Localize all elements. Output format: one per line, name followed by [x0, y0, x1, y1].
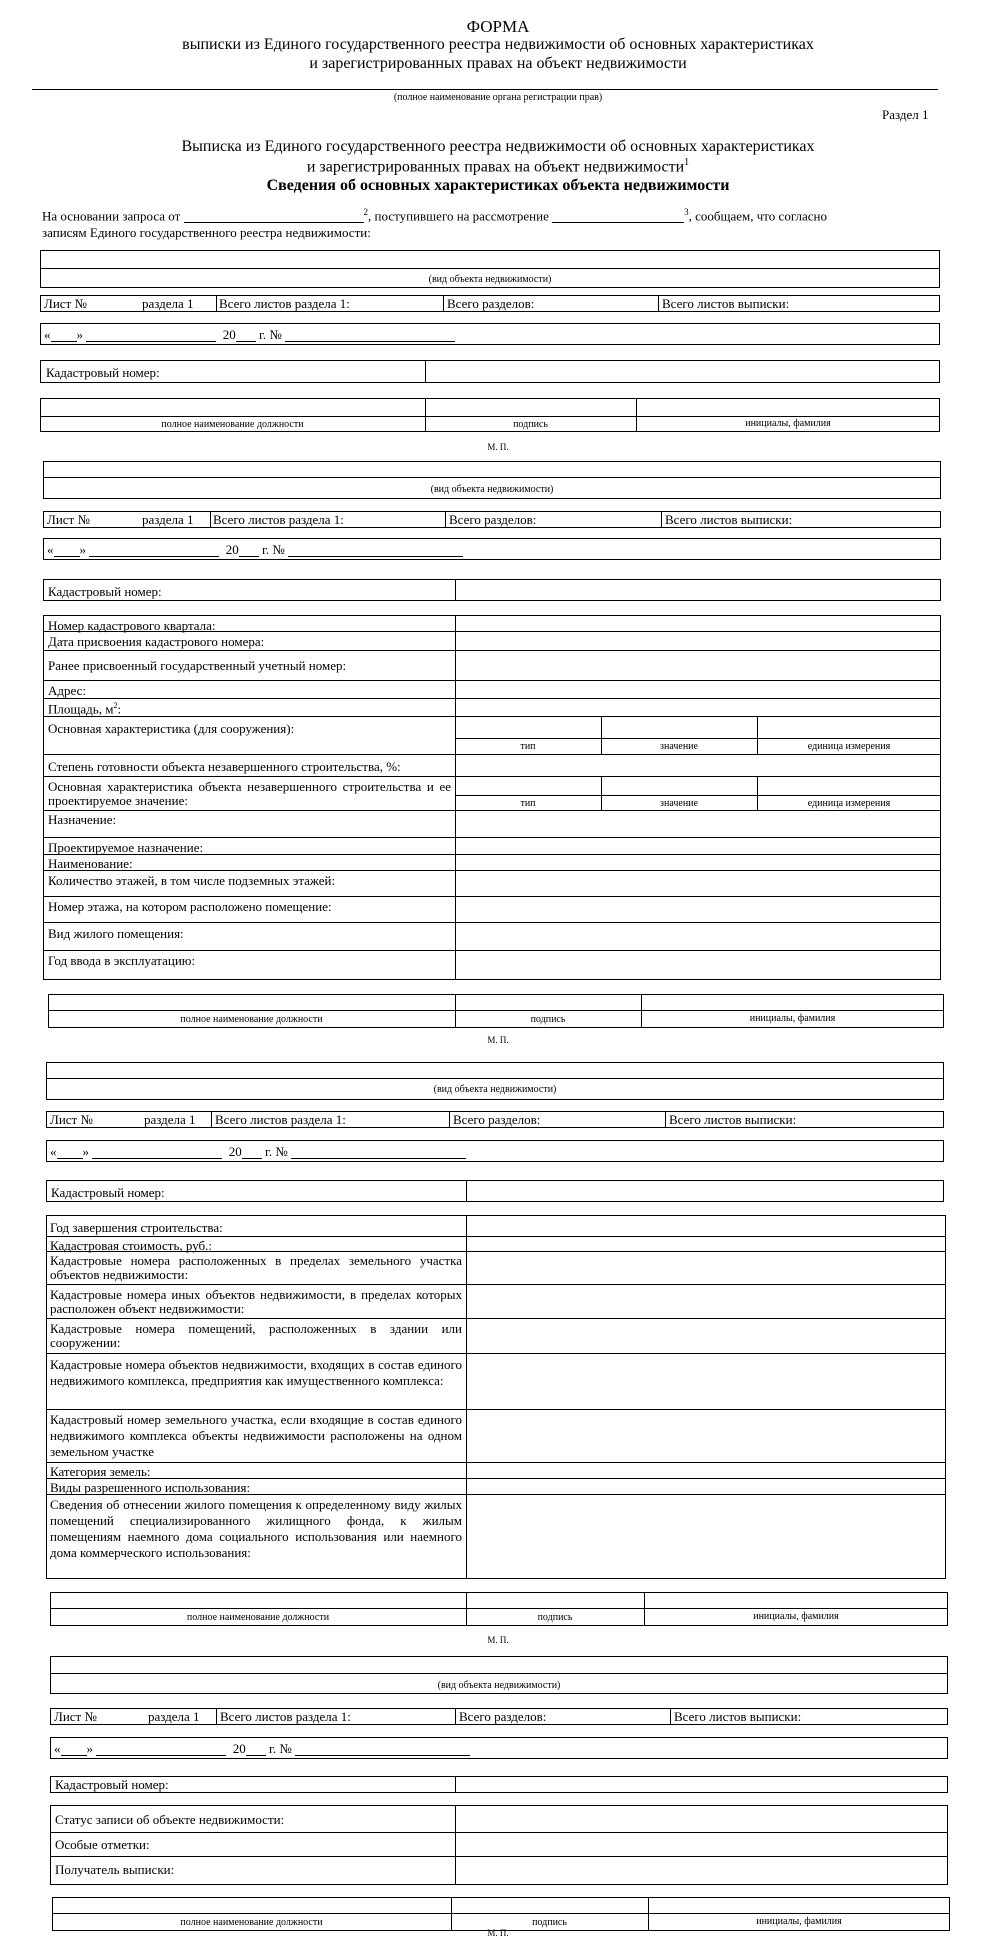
- stamp-label: М. П.: [487, 442, 509, 452]
- row-label: Кадастровый номер земельного участка, если входящие в состав единого недвижимого комплекса объекты недвижимости расположены на одном земельном участке: [50, 1412, 462, 1459]
- row-label: Кадастровая стоимость, руб.:: [50, 1238, 213, 1253]
- form-title: ФОРМА: [466, 17, 530, 36]
- row-label: Проектируемое назначение:: [48, 840, 204, 855]
- row-label: Кадастровые номера иных объектов недвижимости, в пределах которых расположен объект недвижимости:: [50, 1287, 462, 1316]
- row-label: Основная характеристика объекта незавершенного строительства и ее проектируемое значение:: [48, 779, 451, 808]
- total-sections-label: Всего разделов:: [459, 1709, 547, 1724]
- cadastral-label: Кадастровый номер:: [46, 365, 160, 380]
- unit-col-caption: единица измерения: [807, 741, 891, 752]
- initials-caption: инициалы, фамилия: [745, 418, 831, 429]
- section-1-label: раздела 1: [142, 296, 194, 311]
- basis-text: На основании запроса от $^2$, поступившего на рассмотрение $^3$, сообщаем, что согласно: [42, 207, 827, 224]
- cadastral-row: [40, 360, 940, 383]
- stamp-label: М. П.: [487, 1635, 509, 1645]
- total-sheets-extract-label: Всего листов выписки:: [674, 1709, 802, 1724]
- date-field[interactable]: « » 20 г. №: [44, 328, 455, 342]
- row-label: Категория земель:: [50, 1464, 151, 1479]
- total-sections-label: Всего разделов:: [453, 1112, 541, 1127]
- value-col-caption: значение: [660, 741, 698, 752]
- row-label-area: Площадь, $м^2$:: [48, 701, 122, 717]
- extract-heading: Сведения об основных характеристиках объекта недвижимости: [266, 177, 730, 194]
- cadastral-row: [46, 1180, 944, 1202]
- total-sheets-extract-label: Всего листов выписки:: [662, 296, 790, 311]
- row-label: Ранее присвоенный государственный учетный номер:: [48, 658, 347, 673]
- row-label: Год ввода в эксплуатацию:: [48, 953, 196, 968]
- object-type-caption: (вид объекта недвижимости): [430, 484, 554, 495]
- row-label: Дата присвоения кадастрового номера:: [48, 634, 265, 649]
- form-subtitle-line1: выписки из Единого государственного реестра недвижимости об основных характеристиках: [182, 36, 814, 53]
- stamp-label: М. П.: [487, 1928, 509, 1938]
- total-sheets-section-label: Всего листов раздела 1:: [215, 1112, 346, 1127]
- position-caption: полное наименование должности: [186, 1612, 330, 1623]
- row-label: Статус записи об объекте недвижимости:: [55, 1812, 285, 1827]
- section-1-label: раздела 1: [144, 1112, 196, 1127]
- position-caption: полное наименование должности: [180, 1014, 323, 1025]
- section-label: Раздел 1: [882, 107, 929, 122]
- row-label: Кадастровые номера объектов недвижимости, входящих в состав единого недвижимого комплекса, предприятия как имущественного комплекса:: [50, 1357, 462, 1388]
- position-caption: полное наименование должности: [180, 1917, 323, 1928]
- row-label: Виды разрешенного использования:: [50, 1480, 251, 1495]
- row-label: Адрес:: [48, 683, 86, 698]
- review-date-field[interactable]: [552, 209, 684, 223]
- sheet-no-label: Лист №: [44, 296, 87, 311]
- cadastral-row: [50, 1776, 948, 1793]
- row-label: Номер этажа, на котором расположено помещение:: [48, 899, 332, 914]
- row-label: Количество этажей, в том числе подземных этажей:: [48, 873, 336, 888]
- sheet-no-label: Лист №: [47, 512, 90, 527]
- initials-caption: инициалы, фамилия: [756, 1916, 842, 1927]
- object-type-caption: (вид объекта недвижимости): [428, 274, 552, 285]
- total-sheets-extract-label: Всего листов выписки:: [665, 512, 793, 527]
- row-label: Кадастровые номера расположенных в пределах земельного участка объектов недвижимости:: [50, 1253, 462, 1282]
- date-field[interactable]: « » 20 г. №: [50, 1145, 466, 1159]
- sheet-no-label: Лист №: [50, 1112, 93, 1127]
- row-label: Вид жилого помещения:: [48, 926, 184, 941]
- signature-caption: подпись: [513, 419, 548, 430]
- row-label: Назначение:: [48, 812, 117, 827]
- row-label: Степень готовности объекта незавершенного строительства, %:: [48, 759, 401, 774]
- extract-title-line2: и зарегистрированных правах на объект недвижимости$^1$: [306, 157, 690, 176]
- sheet-no-label: Лист №: [54, 1709, 97, 1724]
- row-label: Получатель выписки:: [55, 1862, 175, 1877]
- section-1-label: раздела 1: [142, 512, 194, 527]
- object-type-caption: (вид объекта недвижимости): [437, 1680, 561, 1691]
- row-label: Год завершения строительства:: [50, 1220, 223, 1235]
- basis-text-line2: записям Единого государственного реестра недвижимости:: [42, 225, 371, 240]
- position-caption: полное наименование должности: [161, 419, 304, 430]
- row-label: Сведения об отнесении жилого помещения к определенному виду жилых помещений специализированного жилищного фонда, к жилым помещениям наемного дома социального использования или наемного дома коммерческого использования:: [50, 1497, 462, 1560]
- extract-title-line1: Выписка из Единого государственного реестра недвижимости об основных характеристиках: [181, 138, 815, 155]
- row-label: Номер кадастрового квартала:: [48, 618, 216, 633]
- total-sheets-extract-label: Всего листов выписки:: [669, 1112, 797, 1127]
- type-col-caption: тип: [520, 741, 536, 752]
- value-col-caption: значение: [660, 798, 698, 809]
- initials-caption: инициалы, фамилия: [753, 1611, 839, 1622]
- section-1-label: раздела 1: [148, 1709, 200, 1724]
- cadastral-label: Кадастровый номер:: [48, 584, 162, 599]
- cadastral-label: Кадастровый номер:: [51, 1185, 165, 1200]
- total-sheets-section-label: Всего листов раздела 1:: [219, 296, 350, 311]
- date-field[interactable]: « » 20 г. №: [54, 1742, 470, 1756]
- total-sections-label: Всего разделов:: [449, 512, 537, 527]
- date-field[interactable]: « » 20 г. №: [47, 543, 463, 557]
- request-date-field[interactable]: [184, 209, 364, 223]
- object-type-caption: (вид объекта недвижимости): [433, 1084, 557, 1095]
- total-sheets-section-label: Всего листов раздела 1:: [220, 1709, 351, 1724]
- row-label: Особые отметки:: [55, 1837, 150, 1852]
- form-subtitle-line2: и зарегистрированных правах на объект недвижимости: [309, 55, 687, 72]
- initials-caption: инициалы, фамилия: [749, 1013, 836, 1024]
- row-label: Основная характеристика (для сооружения):: [48, 721, 295, 736]
- row-label: Наименование:: [48, 856, 133, 871]
- cadastral-label: Кадастровый номер:: [55, 1777, 169, 1792]
- unit-col-caption: единица измерения: [807, 798, 891, 809]
- signature-caption: подпись: [530, 1014, 566, 1025]
- row-label: Кадастровые номера помещений, расположенных в здании или сооружении:: [50, 1321, 462, 1350]
- stamp-label: М. П.: [487, 1035, 509, 1045]
- signature-caption: подпись: [532, 1917, 567, 1928]
- cadastral-row: [43, 579, 941, 601]
- total-sections-label: Всего разделов:: [447, 296, 535, 311]
- signature-caption: подпись: [537, 1612, 573, 1623]
- org-line: [32, 89, 938, 90]
- type-col-caption: тип: [520, 798, 536, 809]
- total-sheets-section-label: Всего листов раздела 1:: [213, 512, 344, 527]
- org-caption: (полное наименование органа регистрации прав): [393, 92, 603, 103]
